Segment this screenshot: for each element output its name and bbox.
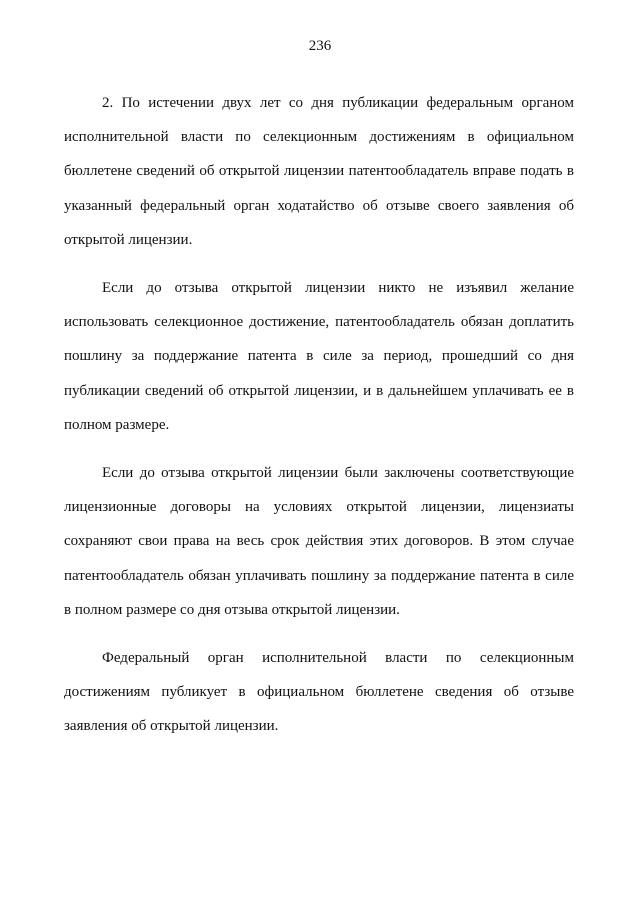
page-number: 236 (308, 38, 332, 54)
paragraph-1: 2. По истечении двух лет со дня публикации федеральным органом исполнительной власти по селекционным достижениям в официальном бюллетене сведений об открытой лицензии патентообладатель вправе подать в указанный федеральный орган ходатайство об отзыве своего заявления об открытой лицензии. (64, 95, 574, 248)
paragraph-2: Если до отзыва открытой лицензии никто не изъявил желание использовать селекционное достижение, патентообладатель обязан доплатить пошлину за поддержание патента в силе за период, прошедший со дня публикации сведений об открытой лицензии, и в дальнейшем уплачивать ее в полном размере. (64, 280, 574, 433)
paragraph-3: Если до отзыва открытой лицензии были заключены соответствующие лицензионные договоры на условиях открытой лицензии, лицензиаты сохраняют свои права на весь срок действия этих договоров. В этом случае патентообладатель обязан уплачивать пошлину за поддержание патента в силе в полном размере со дня отзыва открытой лицензии. (64, 465, 574, 618)
document-body (64, 86, 574, 758)
paragraph-4: Федеральный орган исполнительной власти по селекционным достижениям публикует в официальном бюллетене сведения об отзыве заявления об открытой лицензии. (64, 650, 574, 735)
